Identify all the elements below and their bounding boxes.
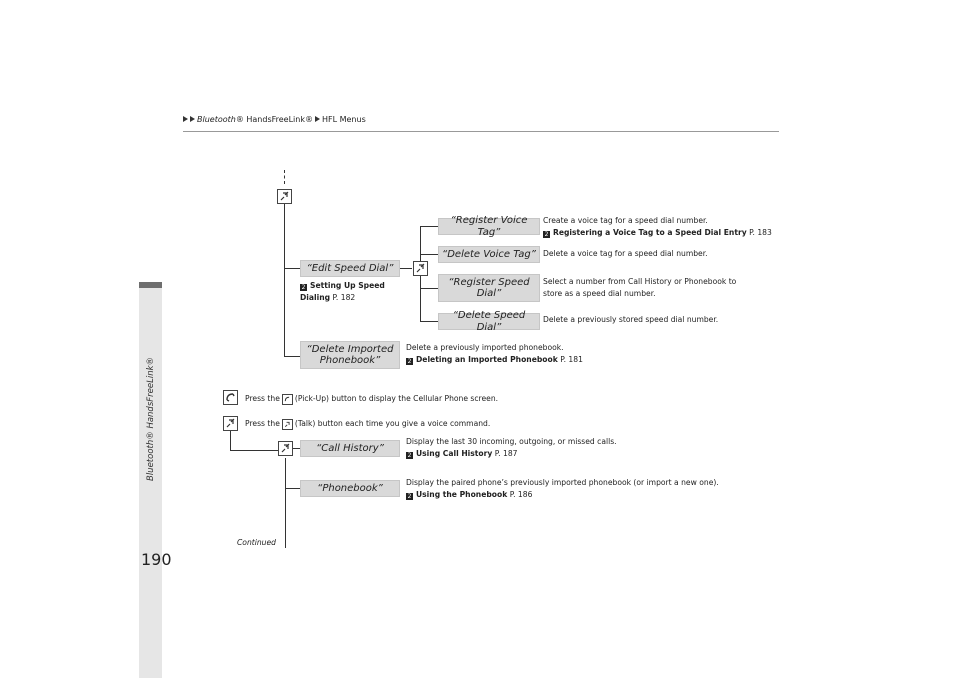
connector-delete-phonebook — [284, 356, 300, 357]
talk-icon — [413, 261, 428, 276]
talk-instruction: Press the (Talk) button each time you give a voice command. — [245, 419, 491, 428]
register-speed-dial-button[interactable]: “Register Speed Dial” — [438, 274, 540, 302]
talk-icon — [282, 419, 293, 430]
cross-reference-icon: 2 — [407, 452, 412, 459]
call-history-button[interactable]: “Call History” — [300, 440, 400, 457]
connector-edit-to-icon — [400, 268, 412, 269]
connector-sub-4 — [420, 321, 438, 322]
delete-voice-tag-button[interactable]: “Delete Voice Tag” — [438, 246, 540, 263]
register-speed-dial-description: Select a number from Call History or Phonebook to store as a speed dial number. — [543, 277, 737, 298]
delete-imported-phonebook-description: Delete a previously imported phonebook. 2 Deleting an Imported Phonebook P. 181 — [406, 343, 583, 365]
continued-label: Continued — [237, 538, 276, 547]
phonebook-button[interactable]: “Phonebook” — [300, 480, 400, 497]
edit-speed-dial-reference: 2 Setting Up Speed Dialing P. 182 — [300, 281, 385, 302]
connector-lower — [285, 458, 286, 548]
breadcrumb-bluetooth: Bluetooth — [197, 115, 236, 124]
connector-sub-1 — [420, 226, 438, 227]
cross-reference-icon: 2 — [407, 358, 412, 365]
breadcrumb-hfl: ® HandsFreeLink® — [235, 115, 313, 124]
delete-speed-dial-description: Delete a previously stored speed dial number. — [543, 315, 719, 324]
cross-reference-icon: 2 — [407, 493, 412, 500]
header-rule — [183, 131, 779, 132]
register-voice-tag-description: Create a voice tag for a speed dial number. 2 Registering a Voice Tag to a Speed Dial Entry P. 183 — [543, 216, 772, 238]
phonebook-description: Display the paired phone’s previously imported phonebook (or import a new one). 2 Using the Phonebook P. 186 — [406, 478, 719, 500]
talk-icon — [223, 416, 238, 431]
page-number: 190 — [141, 550, 172, 569]
breadcrumb-arrow-icon — [315, 116, 320, 122]
breadcrumb-arrow-icon — [183, 116, 188, 122]
call-history-description: Display the last 30 incoming, outgoing, or missed calls. 2 Using Call History P. 187 — [406, 437, 617, 459]
talk-icon — [278, 441, 293, 456]
connector-sub-2 — [420, 254, 438, 255]
breadcrumb-arrow-icon — [190, 116, 195, 122]
pickup-icon — [282, 394, 293, 405]
edit-speed-dial-button[interactable]: “Edit Speed Dial” — [300, 260, 400, 277]
connector-main — [284, 204, 285, 357]
pickup-icon — [223, 390, 238, 405]
talk-icon — [277, 189, 292, 204]
cross-reference-icon: 2 — [301, 284, 306, 291]
delete-imported-phonebook-button[interactable]: “Delete Imported Phonebook” — [300, 341, 400, 369]
connector-talk — [230, 430, 231, 450]
register-voice-tag-button[interactable]: “Register Voice Tag” — [438, 218, 540, 235]
connector-talk-h — [230, 450, 278, 451]
delete-voice-tag-description: Delete a voice tag for a speed dial number. — [543, 249, 708, 258]
delete-speed-dial-button[interactable]: “Delete Speed Dial” — [438, 313, 540, 330]
connector-dashed — [284, 170, 286, 184]
pickup-instruction: Press the (Pick-Up) button to display the Cellular Phone screen. — [245, 394, 499, 403]
breadcrumb-hfl-menus: HFL Menus — [321, 115, 366, 124]
connector-sub-3 — [420, 288, 438, 289]
cross-reference-icon: 2 — [544, 231, 549, 238]
connector-phonebook — [285, 488, 300, 489]
connector-edit — [284, 268, 300, 269]
breadcrumb — [183, 115, 366, 124]
